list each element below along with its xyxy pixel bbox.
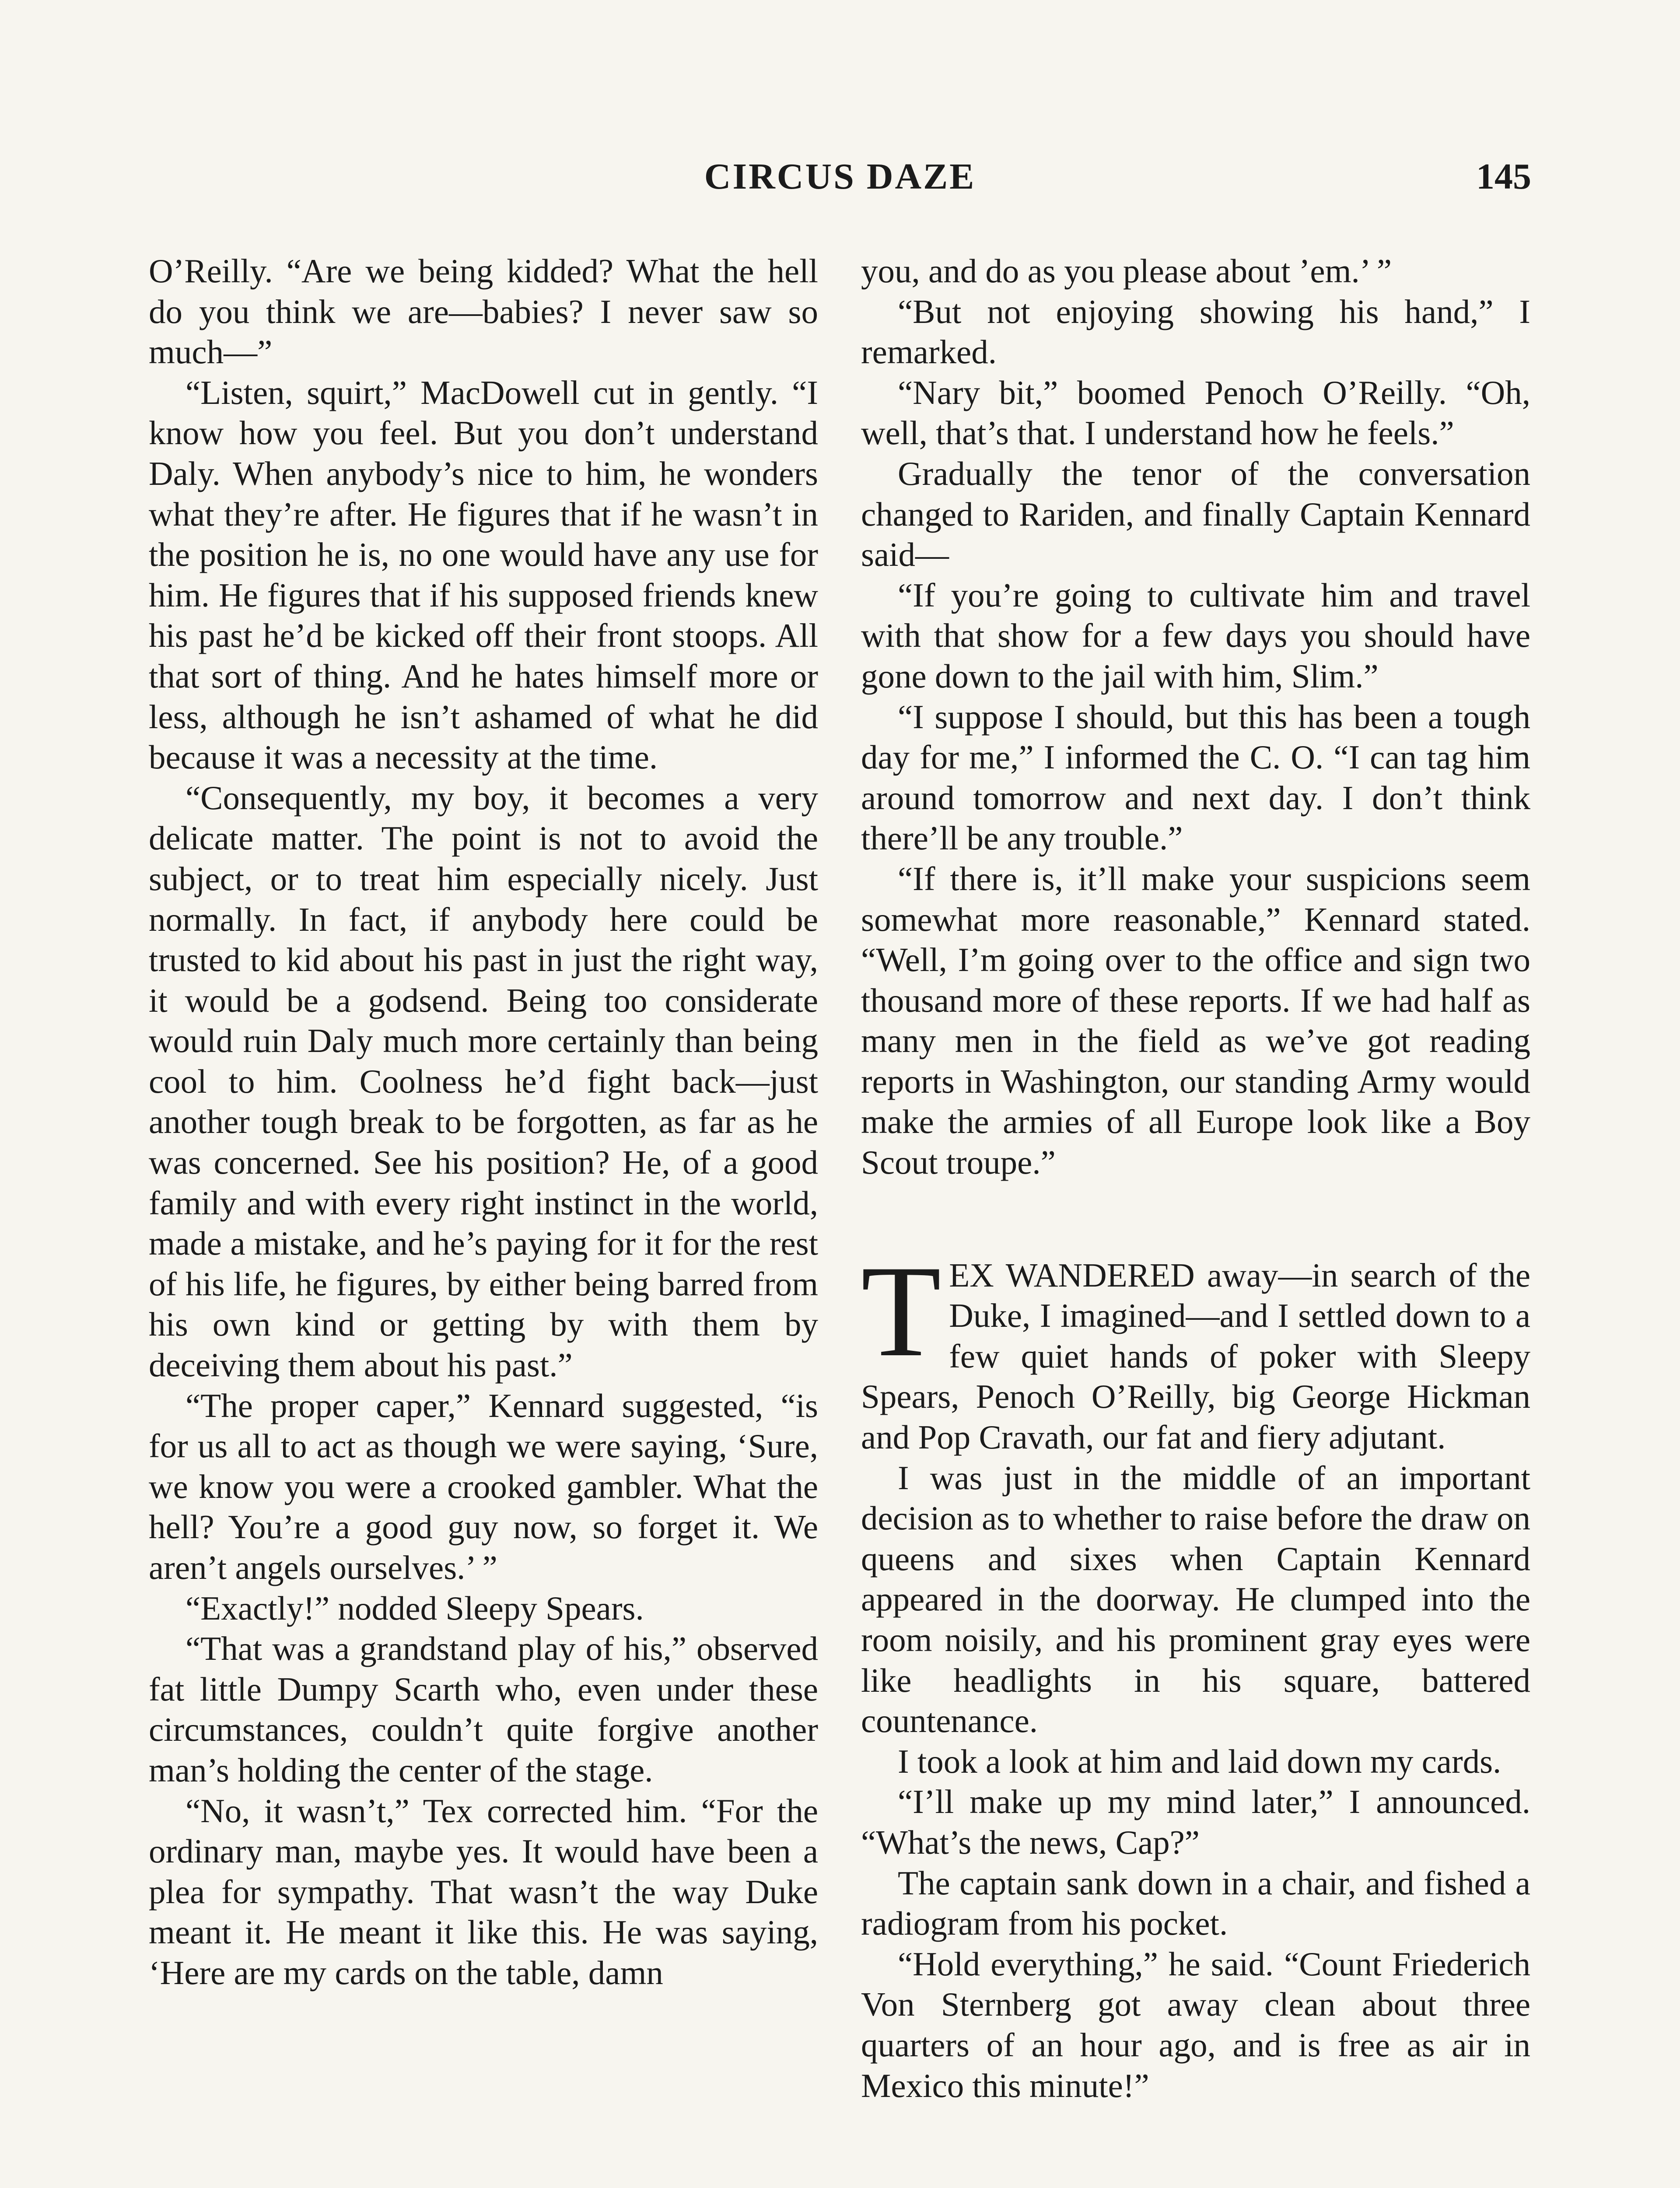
- paragraph: “Nary bit,” boomed Penoch O’Reilly. “Oh, well, that’s that. I understand how he feels.”: [861, 373, 1530, 452]
- paragraph: “The proper caper,” Kennard suggested, “is for us all to act as though we were saying, ‘Sure, we know you were a crooked gambler. What the hell? You’re a good guy now, so forget it. We aren’t angels ourselves.’ ”: [149, 1386, 818, 1586]
- paragraph: Gradually the tenor of the conversation changed to Rariden, and finally Captain Kennard said—: [861, 454, 1530, 574]
- running-head: [149, 155, 1531, 203]
- running-title: CIRCUS DAZE: [704, 156, 976, 197]
- paragraph: “That was a grandstand play of his,” observed fat little Dumpy Scarth who, even under these circumstances, couldn’t quite forgive another man’s holding the center of the stage.: [149, 1630, 818, 1789]
- paragraph: I took a look at him and laid down my cards.: [898, 1742, 1502, 1780]
- paragraph: “If there is, it’ll make your suspicions seem somewhat more reasonable,” Kennard stated. “Well, I’m going over to the office and sign two thousand more of these reports. If we had half as many men in the field as we’ve got reading reports in Washington, our standing Army would make the armies of all Europe look like a Boy Scout troupe.”: [861, 859, 1530, 1182]
- paragraph: “But not enjoying showing his hand,” I remarked.: [861, 292, 1530, 371]
- paragraph: “No, it wasn’t,” Tex corrected him. “For the ordinary man, maybe yes. It would have been a plea for sympathy. That wasn’t the way Duke meant it. He meant it like this. He was saying, ‘Here are my cards on the table, damn: [149, 1792, 818, 1992]
- paragraph: I was just in the middle of an important decision as to whether to raise before the draw on queens and sixes when Captain Kennard appeared in the doorway. He clumped into the room noisily, and his prominent gray eyes were like headlights in his square, battered countenance.: [861, 1459, 1530, 1740]
- section-opening-text: away—in search of the Duke, I imagined—and I settled down to a few quiet hands of poker with Sleepy Spears, Penoch O’Reilly, big George Hickman and Pop Cravath, our fat and fiery adjutant.: [861, 1256, 1531, 1456]
- paragraph: “Consequently, my boy, it becomes a very delicate matter. The point is not to avoid the subject, or to treat him especially nicely. Just normally. In fact, if anybody here could be trusted to kid about his past in just the right way, it would be a godsend. Being too considerate would ruin Daly much more certainly than being cool to him. Coolness he’d fight back—just another tough break to be forgotten, as far as he was concerned. See his position? He, of a good family and with every right instinct in the world, made a mistake, and he’s paying for it for the rest of his life, he figures, by either being barred from his own kind or getting by with them by deceiving them about his past.”: [149, 778, 818, 1384]
- paragraph: “Listen, squirt,” MacDowell cut in gently. “I know how you feel. But you don’t understand Daly. When anybody’s nice to him, he wonders what they’re after. He figures that if he wasn’t in the position he is, no one would have any use for him. He figures that if his supposed friends knew his past he’d be kicked off their front stoops. All that sort of thing. And he hates himself more or less, although he isn’t ashamed of what he did because it was a necessity at the time.: [149, 373, 818, 776]
- paragraph: “If you’re going to cultivate him and travel with that show for a few days you should have gone down to the jail with him, Slim.”: [861, 576, 1530, 695]
- drop-cap: T: [861, 1238, 942, 1384]
- paragraph: “Exactly!” nodded Sleepy Spears.: [186, 1589, 644, 1627]
- page-number: 145: [1476, 156, 1531, 197]
- paragraph: “Hold everything,” he said. “Count Friederich Von Sternberg got away clean about three quarters of an hour ago, and is free as air in Mexico this minute!”: [861, 1945, 1530, 2104]
- paragraph: The captain sank down in a chair, and fished a radiogram from his pocket.: [861, 1864, 1530, 1943]
- right-column: [861, 251, 1530, 2106]
- left-column: [149, 251, 818, 1993]
- paragraph: “I’ll make up my mind later,” I announced. “What’s the news, Cap?”: [861, 1783, 1530, 1861]
- paragraph: O’Reilly. “Are we being kidded? What the hell do you think we are—babies? I never saw so much—”: [149, 252, 818, 371]
- section-opening-paragraph: [861, 1238, 1531, 1458]
- section-lead-words: EX WANDERED: [949, 1256, 1195, 1294]
- paragraph: “I suppose I should, but this has been a tough day for me,” I informed the C. O. “I can tag him around tomorrow and next day. I don’t think there’ll be any trouble.”: [861, 698, 1530, 857]
- paragraph: you, and do as you please about ’em.’ ”: [861, 252, 1392, 290]
